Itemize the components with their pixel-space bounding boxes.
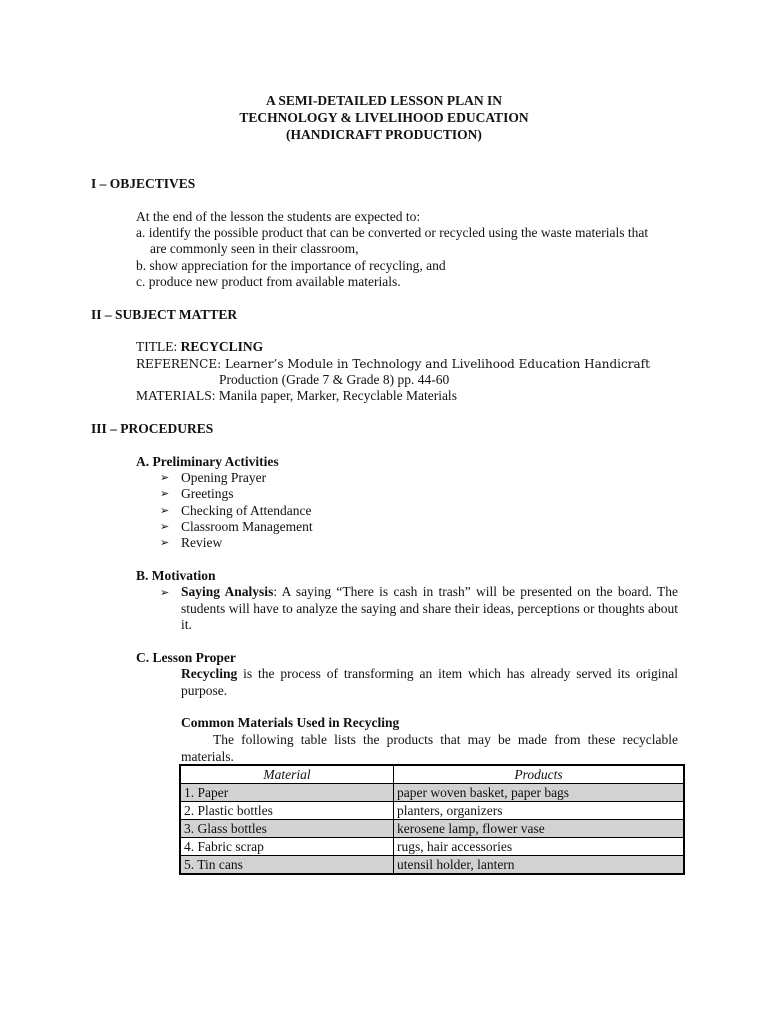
recycling-term: Recycling xyxy=(181,666,238,681)
objective-a: a. identify the possible product that can be converted or recycled using the waste materials that xyxy=(136,225,649,240)
products-cell: planters, organizers xyxy=(394,802,685,820)
subject-matter-heading: II – SUBJECT MATTER xyxy=(91,307,238,322)
objectives-heading: I – OBJECTIVES xyxy=(91,176,196,191)
objective-a-continued: are commonly seen in their classroom, xyxy=(150,241,359,256)
document-title-line-1: A SEMI-DETAILED LESSON PLAN IN xyxy=(265,93,503,108)
list-item: ➢ Checking of Attendance xyxy=(160,502,312,518)
reference-line-2: Production (Grade 7 & Grade 8) pp. 44-60 xyxy=(219,372,450,387)
preliminary-activities-list xyxy=(160,470,313,551)
table-header-row xyxy=(180,765,684,784)
products-cell: kerosene lamp, flower vase xyxy=(394,820,685,838)
saying-analysis-label: Saying Analysis xyxy=(181,584,274,599)
material-cell: 2. Plastic bottles xyxy=(180,802,394,820)
table-row xyxy=(180,802,684,820)
material-cell: 3. Glass bottles xyxy=(180,820,394,838)
material-cell: 5. Tin cans xyxy=(180,856,394,875)
motivation-heading: B. Motivation xyxy=(136,568,216,583)
preliminary-activities-heading: A. Preliminary Activities xyxy=(136,454,279,469)
motivation-text xyxy=(181,584,678,634)
reference-line-1: REFERENCE: Learner’s Module in Technology and Livelihood Education Handicraft xyxy=(136,357,650,371)
objective-b: b. show appreciation for the importance of recycling, and xyxy=(136,258,446,273)
recycling-materials-table xyxy=(179,764,685,875)
recycling-definition-text: is the process of transforming an item which has already served its original purpose. xyxy=(181,666,678,698)
list-item: ➢ Review xyxy=(160,535,223,551)
arrowhead-bullet-icon: ➢ xyxy=(160,537,170,550)
table-intro: The following table lists the products that may be made from these recyclable materials. xyxy=(181,732,678,764)
objectives-intro: At the end of the lesson the students are expected to: xyxy=(136,209,421,224)
procedures-heading: III – PROCEDURES xyxy=(91,421,214,436)
arrowhead-bullet-icon: ➢ xyxy=(160,472,170,484)
column-header-material: Material xyxy=(180,765,394,784)
document-title-line-3: (HANDICRAFT PRODUCTION) xyxy=(286,127,482,142)
material-cell: 4. Fabric scrap xyxy=(180,838,394,856)
material-cell: 1. Paper xyxy=(180,784,394,802)
products-cell: utensil holder, lantern xyxy=(394,856,685,875)
recycling-definition xyxy=(181,666,678,699)
column-header-products: Products xyxy=(394,765,685,784)
lesson-proper-heading: C. Lesson Proper xyxy=(136,650,236,665)
products-cell: rugs, hair accessories xyxy=(394,838,685,856)
subject-title-value: RECYCLING xyxy=(180,339,264,354)
arrowhead-bullet-icon: ➢ xyxy=(160,488,170,501)
subject-title-label: TITLE: xyxy=(136,339,181,354)
materials-line: MATERIALS: Manila paper, Marker, Recyclable Materials xyxy=(136,388,457,403)
table-row xyxy=(180,856,684,875)
saying-analysis-description: : A saying “There is cash in trash” will be presented on the board. The students will have to analyze the saying and share their ideas, perceptions or thoughts about it. xyxy=(181,584,678,632)
common-materials-heading: Common Materials Used in Recycling xyxy=(181,715,400,730)
arrowhead-bullet-icon: ➢ xyxy=(160,520,170,533)
document-title-line-2: TECHNOLOGY & LIVELIHOOD EDUCATION xyxy=(239,110,529,125)
arrowhead-bullet-icon: ➢ xyxy=(160,504,170,517)
list-item: ➢ Greetings xyxy=(160,486,234,502)
products-cell: paper woven basket, paper bags xyxy=(394,784,685,802)
arrowhead-bullet-icon: ➢ xyxy=(160,587,170,599)
table-row xyxy=(180,820,684,838)
table-row xyxy=(180,784,684,802)
list-item: ➢ Opening Prayer xyxy=(160,470,267,485)
list-item: ➢ Classroom Management xyxy=(160,518,313,534)
objective-c: c. produce new product from available materials. xyxy=(136,274,401,289)
subject-title xyxy=(136,339,263,356)
table-row xyxy=(180,838,684,856)
